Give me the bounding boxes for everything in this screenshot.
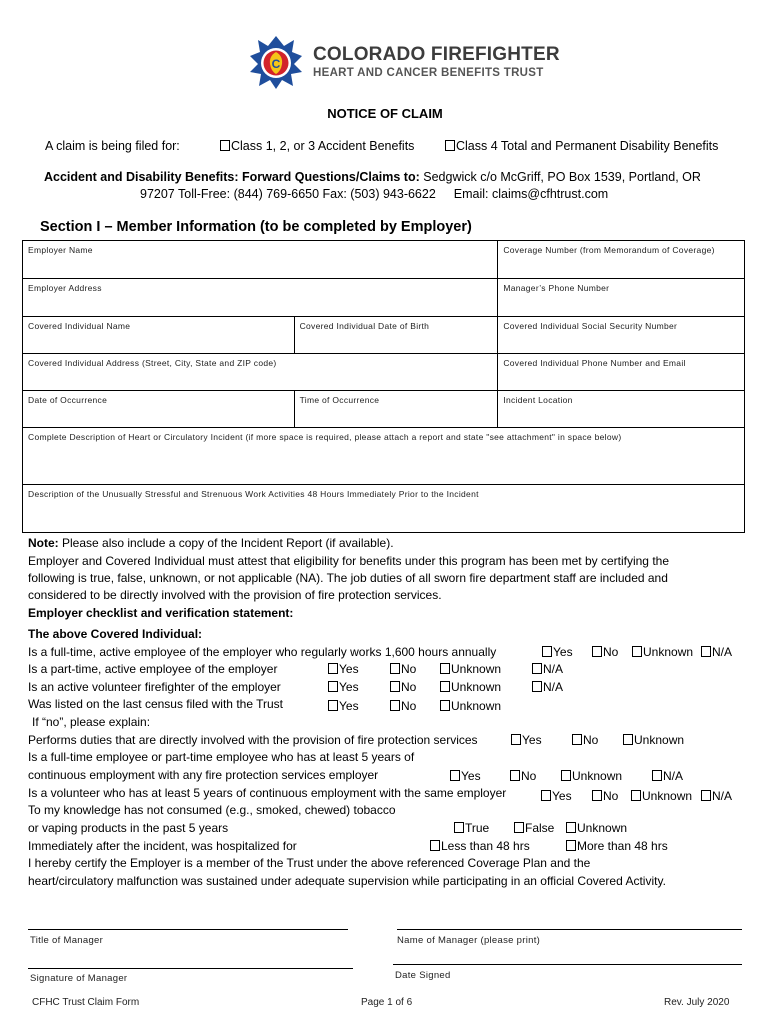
- q2-yes[interactable]: Yes: [328, 662, 359, 676]
- section-1-title: Section I – Member Information (to be completed by Employer): [40, 219, 472, 235]
- class-4-option[interactable]: Class 4 Total and Permanent Disability Benefits: [445, 139, 718, 153]
- q4-yes[interactable]: Yes: [328, 699, 359, 713]
- signature-line[interactable]: [28, 968, 353, 969]
- covered-name-field[interactable]: Covered Individual Name: [23, 317, 295, 354]
- title-manager-label: Title of Manager: [30, 935, 104, 946]
- class-123-option[interactable]: Class 1, 2, or 3 Accident Benefits: [220, 139, 414, 153]
- q1-yes[interactable]: Yes: [542, 645, 573, 659]
- covered-address-field[interactable]: Covered Individual Address (Street, City, State and ZIP code): [23, 354, 498, 391]
- q6-text-a: Is a full-time employee or part-time employee who has at least 5 years of: [28, 750, 415, 764]
- q1-text: Is a full-time, active employee of the employer who regularly works 1,600 hours annually: [28, 645, 497, 659]
- org-name-line2: HEART AND CANCER BENEFITS TRUST: [313, 67, 544, 79]
- q3-yes[interactable]: Yes: [328, 680, 359, 694]
- q6-no[interactable]: No: [510, 769, 536, 783]
- employer-address-field[interactable]: Employer Address: [23, 279, 498, 317]
- q2-text: Is a part-time, active employee of the employer: [28, 662, 278, 676]
- footer-page-number: Page 1 of 6: [361, 997, 413, 1008]
- q4-explain-label: If “no”, please explain:: [32, 715, 151, 729]
- coverage-number-field[interactable]: Coverage Number (from Memorandum of Coverage): [498, 241, 745, 279]
- q5-no[interactable]: No: [572, 733, 598, 747]
- q4-no[interactable]: No: [390, 699, 416, 713]
- name-manager-line[interactable]: [397, 929, 742, 930]
- q7-no[interactable]: No: [592, 789, 618, 803]
- above-title: The above Covered Individual:: [28, 627, 203, 641]
- q1-no[interactable]: No: [592, 645, 618, 659]
- q2-na[interactable]: N/A: [532, 662, 563, 676]
- attest-para-3: considered to be directly involved with the provision of fire protection services.: [28, 588, 442, 602]
- q8-text-b: or vaping products in the past 5 years: [28, 821, 229, 835]
- signature-manager-label: Signature of Manager: [30, 973, 128, 984]
- q3-text: Is an active volunteer firefighter of the employer: [28, 680, 281, 694]
- org-name-line1: COLORADO FIREFIGHTER: [313, 44, 560, 65]
- q1-unknown[interactable]: Unknown: [632, 645, 693, 659]
- q3-na[interactable]: N/A: [532, 680, 563, 694]
- maltese-cross-logo-icon: [248, 34, 304, 90]
- covered-dob-field[interactable]: Covered Individual Date of Birth: [294, 317, 498, 354]
- q9-less48[interactable]: Less than 48 hrs: [430, 839, 530, 853]
- certify-line-1: I hereby certify the Employer is a member of the Trust under the above referenced Coverage Plan and the: [28, 856, 591, 870]
- checklist-title: Employer checklist and verification statement:: [28, 606, 294, 620]
- q8-unknown[interactable]: Unknown: [566, 821, 627, 835]
- q8-true[interactable]: True: [454, 821, 489, 835]
- q6-yes[interactable]: Yes: [450, 769, 481, 783]
- q9-text: Immediately after the incident, was hospitalized for: [28, 839, 297, 853]
- attest-para-2: following is true, false, unknown, or not applicable (NA). The job duties of all sworn fire department staff are included and: [28, 571, 668, 585]
- time-occurrence-field[interactable]: Time of Occurrence: [294, 391, 498, 428]
- claim-label: A claim is being filed for:: [45, 139, 180, 153]
- q7-unknown[interactable]: Unknown: [631, 789, 692, 803]
- contact-email: Email: claims@cfhtrust.com: [453, 187, 609, 201]
- incident-location-field[interactable]: Incident Location: [498, 391, 745, 428]
- q5-unknown[interactable]: Unknown: [623, 733, 684, 747]
- q3-unknown[interactable]: Unknown: [440, 680, 501, 694]
- employer-name-field[interactable]: Employer Name: [23, 241, 498, 279]
- forward-line: Accident and Disability Benefits: Forward Questions/Claims to: Sedgwick c/o McGriff, PO Box 1539, Portland, OR: [44, 170, 701, 184]
- date-occurrence-field[interactable]: Date of Occurrence: [23, 391, 295, 428]
- q1-na[interactable]: N/A: [701, 645, 732, 659]
- note-line: Note: Please also include a copy of the Incident Report (if available).: [28, 536, 394, 550]
- q4-text: Was listed on the last census filed with the Trust: [28, 697, 284, 711]
- q3-no[interactable]: No: [390, 680, 416, 694]
- certify-line-2: heart/circulatory malfunction was sustained under adequate supervision while participating in an official Covered Activity.: [28, 874, 666, 888]
- q2-no[interactable]: No: [390, 662, 416, 676]
- stress-description-field[interactable]: Description of the Unusually Stressful and Strenuous Work Activities 48 Hours Immediately Prior to the Incident: [23, 485, 745, 533]
- q7-na[interactable]: N/A: [701, 789, 732, 803]
- q8-false[interactable]: False: [514, 821, 554, 835]
- q2-unknown[interactable]: Unknown: [440, 662, 501, 676]
- q9-more48[interactable]: More than 48 hrs: [566, 839, 668, 853]
- q5-yes[interactable]: Yes: [511, 733, 542, 747]
- q6-unknown[interactable]: Unknown: [561, 769, 622, 783]
- logo-letter: C: [271, 57, 281, 71]
- page-title: NOTICE OF CLAIM: [327, 106, 443, 121]
- covered-phone-email-field[interactable]: Covered Individual Phone Number and Email: [498, 354, 745, 391]
- footer-revision: Rev. July 2020: [664, 997, 730, 1008]
- q5-text: Performs duties that are directly involved with the provision of fire protection services: [28, 733, 478, 747]
- manager-phone-field[interactable]: Manager’s Phone Number: [498, 279, 745, 317]
- attest-para-1: Employer and Covered Individual must attest that eligibility for benefits under this program has been met by certifying the: [28, 554, 669, 568]
- q7-text: Is a volunteer who has at least 5 years of continuous employment with the same employer: [28, 786, 507, 800]
- footer-form-name: CFHC Trust Claim Form: [32, 997, 140, 1008]
- contact-line: 97207 Toll-Free: (844) 769-6650 Fax: (503) 943-6622 Email: claims@cfhtrust.com: [140, 187, 609, 201]
- date-signed-line[interactable]: [393, 964, 742, 965]
- date-signed-label: Date Signed: [395, 970, 451, 981]
- class-4-checkbox[interactable]: [445, 140, 455, 151]
- q6-na[interactable]: N/A: [652, 769, 683, 783]
- incident-description-field[interactable]: Complete Description of Heart or Circulatory Incident (if more space is required, please attach a report and state "see attachment" in space below): [23, 428, 745, 485]
- q8-text-a: To my knowledge has not consumed (e.g., smoked, chewed) tobacco: [28, 803, 396, 817]
- class-123-checkbox[interactable]: [220, 140, 230, 151]
- title-manager-line[interactable]: [28, 929, 348, 930]
- q7-yes[interactable]: Yes: [541, 789, 572, 803]
- q6-text-b: continuous employment with any fire protection services employer: [28, 768, 379, 782]
- covered-ssn-field[interactable]: Covered Individual Social Security Number: [498, 317, 745, 354]
- name-manager-label: Name of Manager (please print): [397, 935, 541, 946]
- member-info-table: [22, 240, 745, 533]
- q4-unknown[interactable]: Unknown: [440, 699, 501, 713]
